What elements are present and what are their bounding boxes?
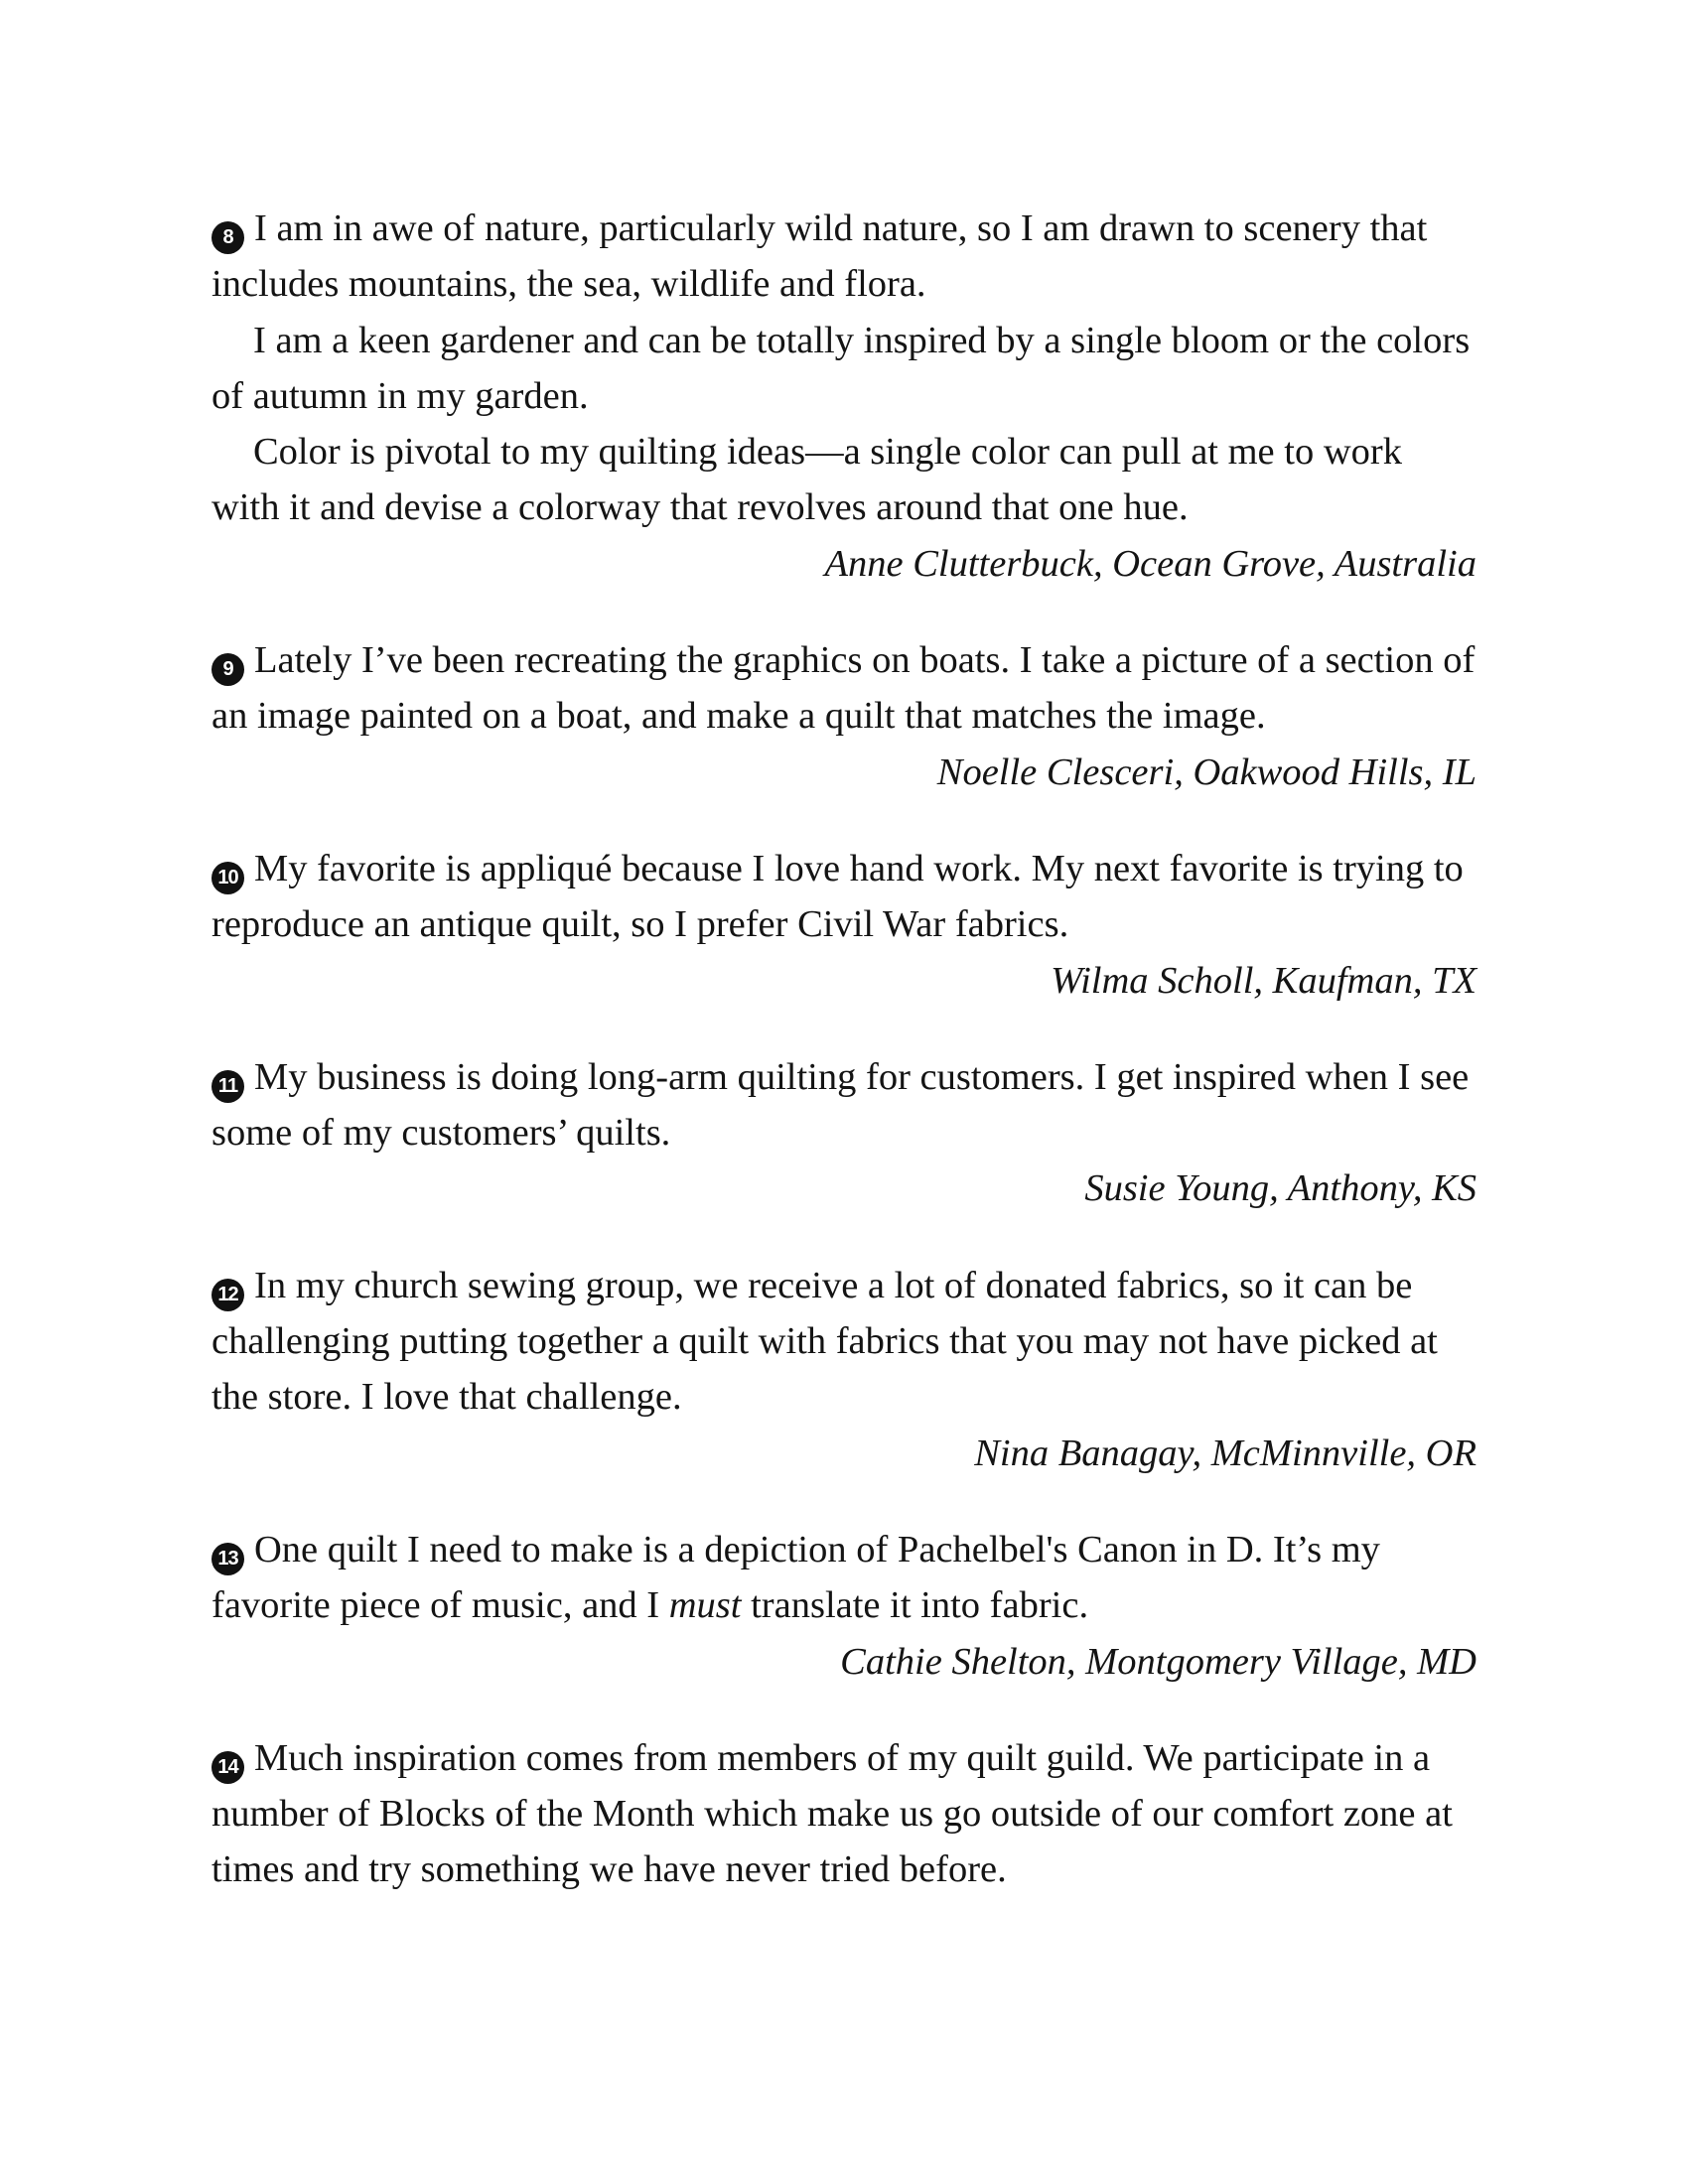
paragraph-emphasis: must — [668, 1584, 742, 1627]
entry-12 — [211, 1258, 1477, 1481]
attribution: Anne Clutterbuck, Ocean Grove, Australia — [824, 542, 1477, 585]
entry-8 — [211, 201, 1477, 592]
number-badge-icon: 14 — [211, 1751, 244, 1784]
entry-10 — [211, 841, 1477, 1009]
number-badge-icon: 9 — [211, 653, 244, 686]
number-badge-icon: 12 — [211, 1279, 244, 1311]
entry-11 — [211, 1049, 1477, 1217]
paragraph — [211, 632, 1477, 745]
paragraph-text: My business is doing long-arm quilting for customers. I get inspired when I see some of my customers’ quilts. — [211, 1055, 1470, 1155]
paragraph — [211, 1522, 1477, 1634]
entry-13 — [211, 1522, 1477, 1690]
paragraph: I am a keen gardener and can be totally inspired by a single bloom or the colors of autumn in my garden. — [211, 319, 1471, 417]
paragraph-text-before: One quilt I need to make is a depiction of Pachelbel's Canon in D. It’s my favorite piece of music, and I — [211, 1528, 1380, 1627]
paragraph-text-after: translate it into fabric. — [741, 1584, 1089, 1627]
entry-9 — [211, 632, 1477, 800]
entry-14 — [211, 1730, 1477, 1898]
paragraph-text: Much inspiration comes from members of my quilt guild. We participate in a number of Blocks of the Month which make us go outside of our comfort zone at times and try something we have never tried before. — [211, 1736, 1453, 1891]
document-page — [211, 201, 1477, 1939]
number-badge-icon: 13 — [211, 1543, 244, 1575]
paragraph-text: In my church sewing group, we receive a lot of donated fabrics, so it can be challenging putting together a quilt with fabrics that you may not have picked at the store. I love that challenge. — [211, 1264, 1438, 1419]
number-badge-icon: 10 — [211, 862, 244, 894]
paragraph: Color is pivotal to my quilting ideas—a single color can pull at me to work with it and devise a colorway that revolves around that one hue. — [211, 431, 1402, 529]
paragraph — [211, 841, 1477, 953]
number-badge-icon: 8 — [211, 221, 244, 254]
attribution: Wilma Scholl, Kaufman, TX — [1051, 959, 1477, 1002]
paragraph-text: My favorite is appliqué because I love hand work. My next favorite is trying to reproduce an antique quilt, so I prefer Civil War fabrics. — [211, 847, 1464, 946]
attribution: Cathie Shelton, Montgomery Village, MD — [840, 1640, 1477, 1683]
paragraph-text: Lately I’ve been recreating the graphics on boats. I take a picture of a section of an image painted on a boat, and make a quilt that matches the image. — [211, 639, 1476, 738]
paragraph-text: I am in awe of nature, particularly wild nature, so I am drawn to scenery that includes mountains, the sea, wildlife and flora. — [211, 207, 1428, 306]
number-badge-icon: 11 — [211, 1070, 244, 1103]
paragraph — [211, 1258, 1477, 1426]
paragraph — [211, 1049, 1477, 1161]
paragraph — [211, 1730, 1477, 1898]
paragraph — [211, 201, 1477, 313]
attribution: Nina Banagay, McMinnville, OR — [974, 1432, 1477, 1474]
attribution: Susie Young, Anthony, KS — [1084, 1167, 1477, 1210]
attribution: Noelle Clesceri, Oakwood Hills, IL — [936, 751, 1477, 793]
